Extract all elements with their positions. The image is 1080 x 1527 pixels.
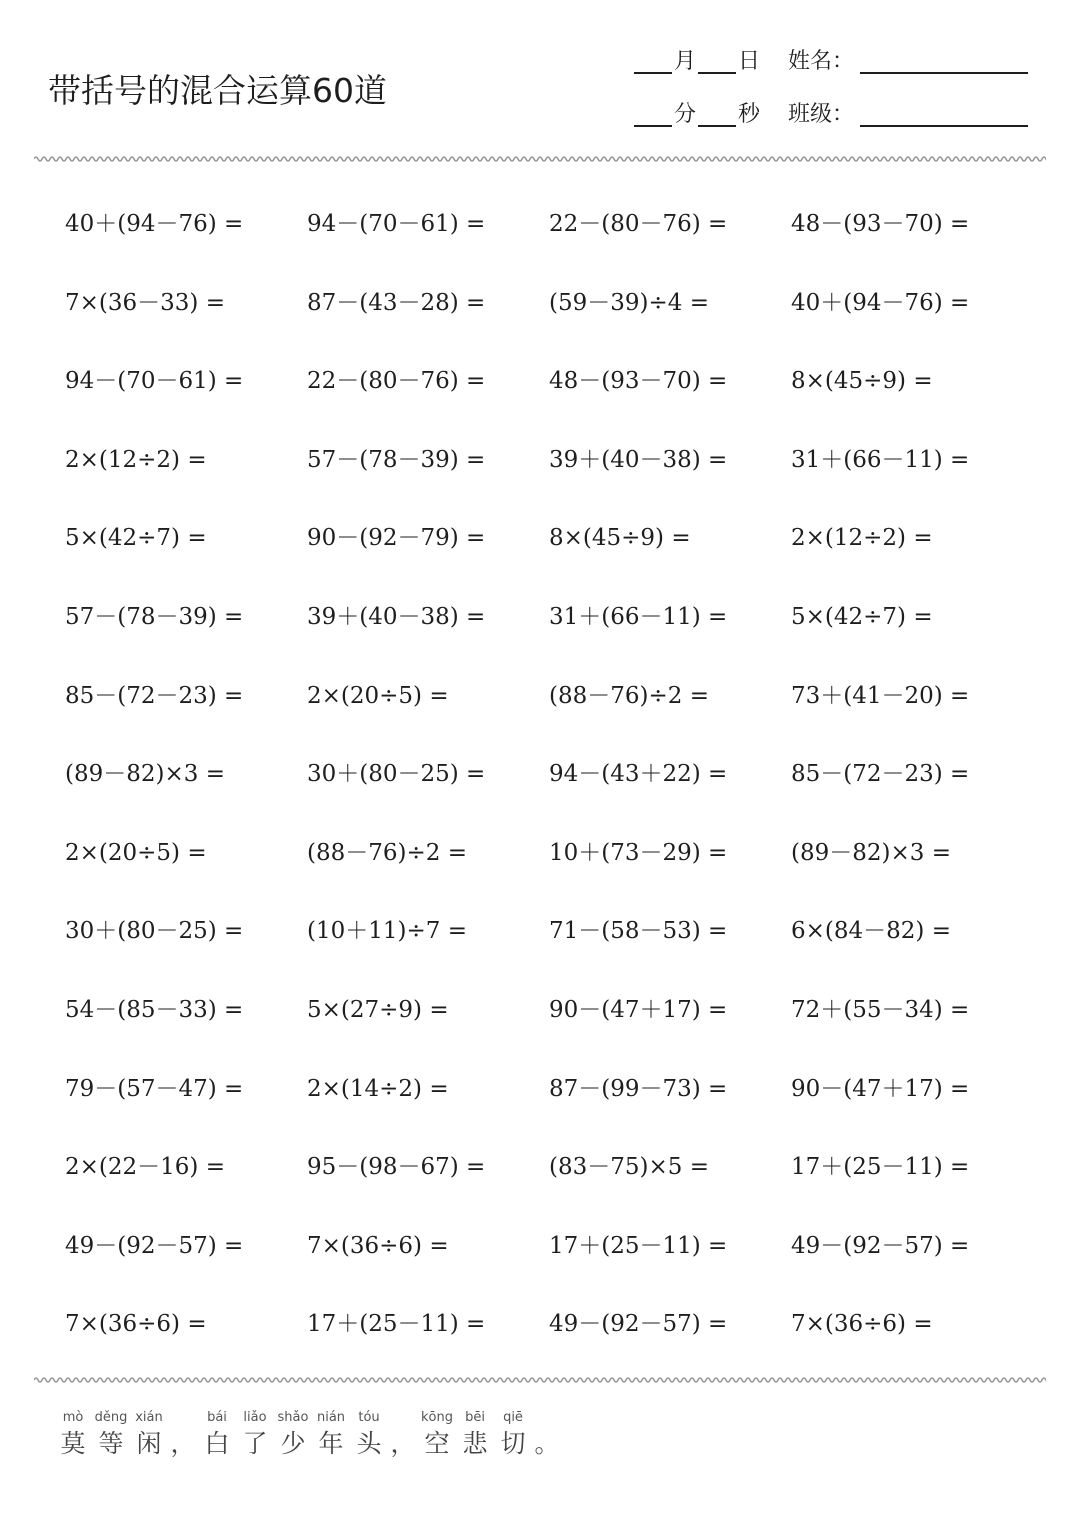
problem-item: 22－(80－76) = bbox=[307, 368, 486, 395]
poem-hanzi: 空 bbox=[424, 1429, 450, 1458]
poem-pinyin: xián bbox=[135, 1410, 163, 1425]
problem-item: 90－(47＋17) = bbox=[791, 1075, 970, 1102]
problem-item: 2×(20÷5) = bbox=[65, 839, 207, 866]
name-blank[interactable] bbox=[860, 50, 1028, 74]
problem-item: 7×(36－33) = bbox=[65, 289, 225, 316]
problem-item: 22－(80－76) = bbox=[549, 211, 728, 237]
poem-pinyin: nián bbox=[316, 1410, 346, 1425]
problem-item: (10＋11)÷7 = bbox=[307, 918, 467, 945]
problem-item: 40＋(94－76) = bbox=[791, 289, 970, 316]
problem-item: 30＋(80－25) = bbox=[307, 761, 486, 788]
problem-grid bbox=[0, 185, 1080, 1364]
problem-item: 94－(70－61) = bbox=[65, 368, 244, 395]
problem-item: 87－(99－73) = bbox=[549, 1075, 728, 1102]
problem-row bbox=[0, 735, 1080, 814]
problem-item: (83－75)×5 = bbox=[549, 1154, 709, 1181]
second-label: 秒 bbox=[738, 102, 761, 127]
problem-item: 48－(93－70) = bbox=[791, 211, 970, 237]
poem-hanzi: 了 bbox=[242, 1429, 268, 1458]
poem-char bbox=[132, 1408, 166, 1460]
problem-item: 8×(45÷9) = bbox=[549, 525, 691, 552]
problem-item: (59－39)÷4 = bbox=[549, 289, 709, 316]
problem-item: 10＋(73－29) = bbox=[549, 839, 728, 866]
problem-row bbox=[0, 892, 1080, 971]
wave-line bbox=[34, 157, 1046, 161]
problem-item: 87－(43－28) = bbox=[307, 289, 486, 316]
poem-char bbox=[276, 1408, 310, 1460]
poem-pinyin: tóu bbox=[358, 1410, 380, 1425]
problem-item: 49－(92－57) = bbox=[791, 1232, 970, 1259]
problem-row bbox=[0, 1128, 1080, 1207]
problem-row bbox=[0, 1050, 1080, 1129]
poem-pinyin: bái bbox=[207, 1410, 227, 1425]
problem-item: 40＋(94－76) = bbox=[65, 211, 244, 237]
poem-pinyin: bēi bbox=[465, 1410, 485, 1425]
time-class-row bbox=[634, 97, 1028, 133]
problem-item: 94－(43＋22) = bbox=[549, 761, 728, 788]
problem-item: 85－(72－23) = bbox=[65, 682, 244, 709]
problem-item: 39＋(40－38) = bbox=[307, 603, 486, 630]
problem-row bbox=[0, 421, 1080, 500]
poem-char bbox=[390, 1408, 416, 1460]
problem-item: 2×(22－16) = bbox=[65, 1154, 225, 1181]
month-label: 月 bbox=[674, 49, 697, 74]
problem-item: 2×(12÷2) = bbox=[65, 446, 207, 473]
class-blank[interactable] bbox=[860, 103, 1028, 127]
poem-hanzi: 少 bbox=[280, 1429, 306, 1458]
problem-row bbox=[0, 1207, 1080, 1286]
poem-char bbox=[238, 1408, 272, 1460]
problem-row bbox=[0, 971, 1080, 1050]
problem-item: 54－(85－33) = bbox=[65, 996, 244, 1023]
problem-item: 17＋(25－11) = bbox=[549, 1232, 728, 1259]
bottom-wave-divider bbox=[34, 1376, 1046, 1384]
problem-item: 17＋(25－11) = bbox=[791, 1154, 970, 1181]
problem-item: 2×(14÷2) = bbox=[307, 1075, 449, 1102]
name-label: 姓名： bbox=[788, 49, 855, 74]
problem-row bbox=[0, 342, 1080, 421]
problem-item: 57－(78－39) = bbox=[65, 603, 244, 630]
problem-item: 72＋(55－34) = bbox=[791, 996, 970, 1023]
top-wave-divider bbox=[34, 155, 1046, 163]
problem-row bbox=[0, 1285, 1080, 1364]
poem-char bbox=[200, 1408, 234, 1460]
day-blank[interactable] bbox=[698, 50, 736, 74]
problem-row bbox=[0, 657, 1080, 736]
problem-item: 7×(36÷6) = bbox=[791, 1311, 933, 1338]
poem-char bbox=[496, 1408, 530, 1460]
class-label: 班级： bbox=[788, 102, 855, 127]
poem-hanzi: 年 bbox=[318, 1429, 344, 1458]
problem-item: 7×(36÷6) = bbox=[307, 1232, 449, 1259]
problem-item: 71－(58－53) = bbox=[549, 918, 728, 945]
problem-item: 5×(27÷9) = bbox=[307, 996, 449, 1023]
poem-hanzi: 头 bbox=[356, 1429, 382, 1458]
problem-item: 39＋(40－38) = bbox=[549, 446, 728, 473]
problem-item: 90－(47＋17) = bbox=[549, 996, 728, 1023]
problem-item: 8×(45÷9) = bbox=[791, 368, 933, 395]
problem-item: 2×(12÷2) = bbox=[791, 525, 933, 552]
problem-item: 48－(93－70) = bbox=[549, 368, 728, 395]
problem-item: (88－76)÷2 = bbox=[307, 839, 467, 866]
poem-pinyin: mò bbox=[62, 1410, 84, 1425]
problem-item: 95－(98－67) = bbox=[307, 1154, 486, 1181]
problem-item: 49－(92－57) = bbox=[549, 1311, 728, 1338]
problem-item: 5×(42÷7) = bbox=[65, 525, 207, 552]
poem-hanzi: 莫 bbox=[60, 1429, 86, 1458]
problem-item: 31＋(66－11) = bbox=[549, 603, 728, 630]
poem-char bbox=[458, 1408, 492, 1460]
problem-row bbox=[0, 264, 1080, 343]
poem-pinyin: shǎo bbox=[277, 1410, 309, 1425]
poem-pinyin: děng bbox=[94, 1410, 128, 1425]
problem-item: 6×(84－82) = bbox=[791, 918, 951, 945]
poem-char bbox=[534, 1408, 560, 1460]
problem-item: 90－(92－79) = bbox=[307, 525, 486, 552]
minute-blank[interactable] bbox=[634, 103, 672, 127]
wave-line bbox=[34, 1378, 1046, 1382]
poem-hanzi: 切 bbox=[500, 1429, 526, 1458]
problem-item: 30＋(80－25) = bbox=[65, 918, 244, 945]
poem-hanzi: 悲 bbox=[462, 1429, 488, 1458]
problem-item: 5×(42÷7) = bbox=[791, 603, 933, 630]
day-label: 日 bbox=[738, 49, 761, 74]
problem-row bbox=[0, 814, 1080, 893]
second-blank[interactable] bbox=[698, 103, 736, 127]
poem-char bbox=[352, 1408, 386, 1460]
problem-item: 2×(20÷5) = bbox=[307, 682, 449, 709]
problem-item: 94－(70－61) = bbox=[307, 211, 486, 237]
poem-hanzi: 等 bbox=[98, 1429, 124, 1458]
month-blank[interactable] bbox=[634, 50, 672, 74]
problem-item: 79－(57－47) = bbox=[65, 1075, 244, 1102]
problem-row bbox=[0, 499, 1080, 578]
poem-hanzi: ， bbox=[390, 1429, 416, 1458]
poem-pinyin: qiē bbox=[503, 1410, 523, 1425]
problem-item: (89－82)×3 = bbox=[65, 761, 225, 788]
minute-label: 分 bbox=[674, 102, 697, 127]
problem-item: (88－76)÷2 = bbox=[549, 682, 709, 709]
problem-item: 17＋(25－11) = bbox=[307, 1311, 486, 1338]
poem-char bbox=[170, 1408, 196, 1460]
poem-char bbox=[56, 1408, 90, 1460]
problem-item: 85－(72－23) = bbox=[791, 761, 970, 788]
poem-hanzi: 闲 bbox=[136, 1429, 162, 1458]
problem-item: 57－(78－39) = bbox=[307, 446, 486, 473]
date-name-row bbox=[634, 44, 1028, 80]
problem-item: 49－(92－57) = bbox=[65, 1232, 244, 1259]
problem-item: 31＋(66－11) = bbox=[791, 446, 970, 473]
poem-hanzi: ， bbox=[170, 1429, 196, 1458]
problem-item: 7×(36÷6) = bbox=[65, 1311, 207, 1338]
problem-row bbox=[0, 578, 1080, 657]
motto-poem bbox=[56, 1408, 560, 1460]
poem-pinyin: liǎo bbox=[243, 1410, 267, 1425]
poem-char bbox=[94, 1408, 128, 1460]
problem-row bbox=[0, 185, 1080, 264]
page-title: 带括号的混合运算60道 bbox=[48, 71, 387, 110]
poem-hanzi: 白 bbox=[204, 1429, 230, 1458]
poem-char bbox=[314, 1408, 348, 1460]
poem-hanzi: 。 bbox=[534, 1429, 560, 1458]
poem-char bbox=[420, 1408, 454, 1460]
poem-pinyin: kōng bbox=[421, 1410, 453, 1425]
problem-item: 73＋(41－20) = bbox=[791, 682, 970, 709]
problem-item: (89－82)×3 = bbox=[791, 839, 951, 866]
